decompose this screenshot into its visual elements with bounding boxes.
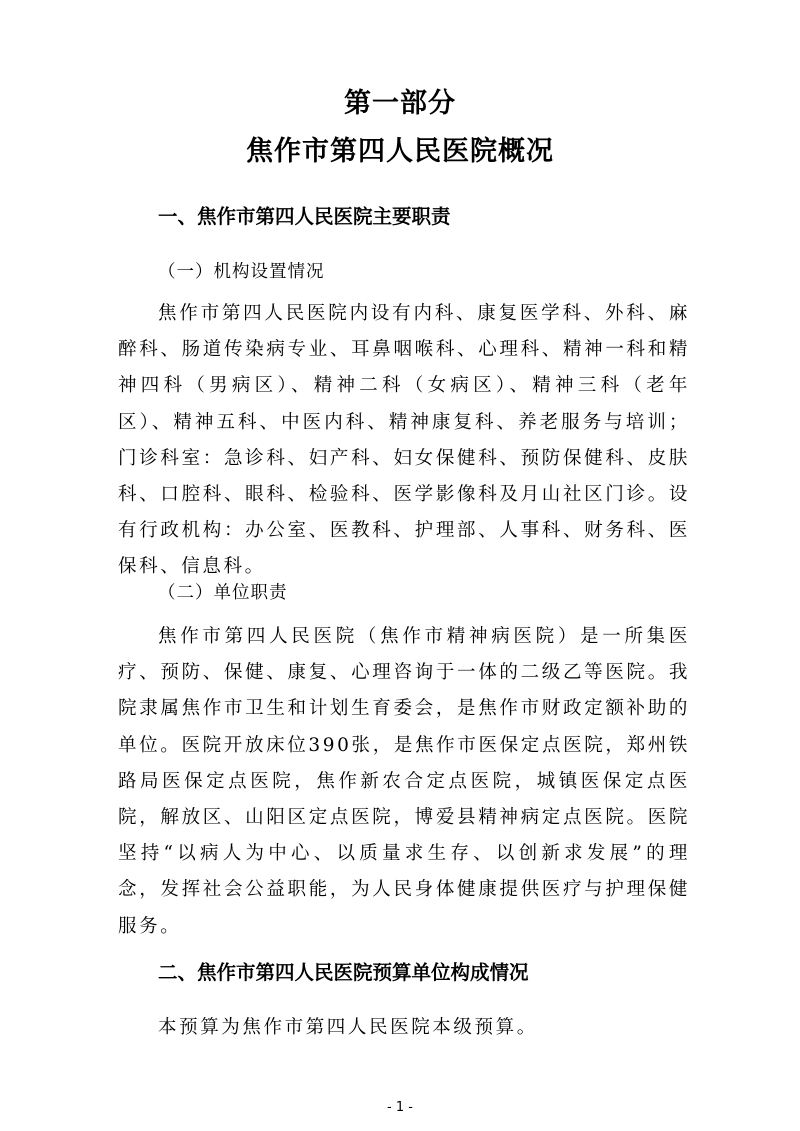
- part-title: 第一部分: [344, 88, 456, 119]
- subsection-2-heading: （二）单位职责: [158, 583, 288, 603]
- subsection-1-body: 焦作市第四人民医院内设有内科、康复医学科、外科、麻醉科、肠道传染病专业、耳鼻咽喉科、心理科、精神一科和精神四科（男病区）、精神二科（女病区）、精神三科（老年区）、精神五科、中医内科、精神康复科、养老服务与培训；门诊科室：急诊科、妇产科、妇女保健科、预防保健科、皮肤科、口腔科、眼科、检验科、医学影像科及月山社区门诊。设有行政机构：办公室、医教科、护理部、人事科、财务科、医保科、信息科。: [118, 303, 690, 578]
- section-1-heading: 一、焦作市第四人民医院主要职责: [158, 205, 451, 228]
- subsection-2-body: 焦作市第四人民医院（焦作市精神病医院）是一所集医疗、预防、保健、康复、心理咨询于一体的二级乙等医院。我院隶属焦作市卫生和计划生育委会，是焦作市财政定额补助的单位。医院开放床位390张，是焦作市医保定点医院，郑州铁路局医保定点医院，焦作新农合定点医院，城镇医保定点医院，解放区、山阳区定点医院，博爱县精神病定点医院。医院坚持“以病人为中心、以质量求生存、以创新求发展”的理念，发挥社会公益职能，为人民身体健康提供医疗与护理保健服务。: [118, 626, 690, 937]
- main-title: 焦作市第四人民医院概况: [246, 136, 554, 167]
- section-2-heading: 二、焦作市第四人民医院预算单位构成情况: [158, 961, 529, 984]
- section-2-body: 本预算为焦作市第四人民医院本级预算。: [158, 1017, 538, 1038]
- subsection-1-heading: （一）机构设置情况: [158, 262, 325, 282]
- page-number: - 1 -: [387, 1100, 413, 1115]
